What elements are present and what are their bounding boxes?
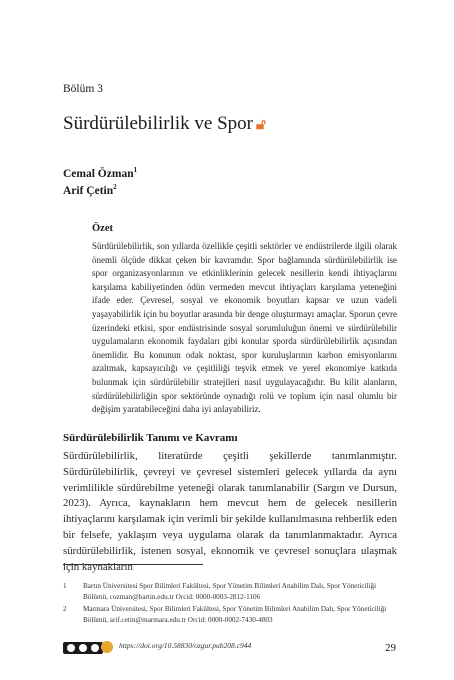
body-paragraph: Sürdürülebilirlik, literatürde çeşitli şekillerde tanımlanmıştır. Sürdürülebilirlik, çevreyi ve çevresel sistemleri gelecek yıllarda da aynı verimlilikle sürdürebilme yeteneği olarak tanımlanabilir (Sargın ve Dursun, 2023). Ayrıca, kaynakların hem mevcut hem de gelecek nesillerin ihtiyaçlarını karşılamak için verimli bir şekilde kullanılmasına rehberlik eden bir felsefe, yaklaşım veya uygulama olarak da tanımlanmaktadır. Ayrıca sürdürülebilirlik, istenen sosyal, ekonomik ve çevresel sonuçlara ulaşmak için kaynakların (63, 450, 397, 573)
footnote-1 (63, 581, 397, 602)
author-name: Arif Çetin (63, 185, 114, 197)
author-affiliation-mark: 1 (133, 166, 138, 174)
cc-license-icon (63, 641, 103, 654)
open-access-icon (101, 641, 113, 653)
footnote-number: 2 (63, 605, 67, 613)
footnote-text: Marmara Üniversitesi, Spor Bilimleri Fakültesi, Spor Yönetim Bilimleri Anabilim Dalı, Spor Yöneticiliği Bölümü, arif.cetin@marmara.edu.tr Orcid: 0000-0002-7430-4803 (83, 605, 387, 624)
footnote-number: 1 (63, 582, 67, 590)
abstract-text: Sürdürülebilirlik, son yıllarda özellikle çeşitli sektörler ve endüstrilerde ilgili olarak önemli ölçüde dikkat çeken bir kavramdır. Spor bağlamında sürdürülebilirlik ise spor organizasyonlarının ve etkinliklerinin gelecek nesillerin kendi ihtiyaçlarını karşılama kabiliyetinden ödün vermeden mevcut ihtiyaçları karşılama yeteneğini ifade eder. Çevresel, sosyal ve ekonomik boyutları kapsar ve uzun vadeli yaşayabilirlik için bu boyutlar arasında bir denge oluşturmayı amaçlar. Sporun çevre üzerindeki etkisi, spor endüstrisinde sosyal sorumluluğun önemi ve sürdürülebilir uygulamaların ekonomik faydaları gibi konular sporda sürdürülebilirlik açısından önemlidir. Bu konunun odak noktası, spor kuruluşlarının karbon emisyonlarını azaltmak, kapsayıcılığı ve çeşitliliği teşvik etmek ve yerel ekonomiye katkıda bulunmak için sürdürülebilir stratejileri nasıl uygulayacağıdır. Bu kilit alanların, sürdürülebilirliğin spor sektöründe oynadığı rolü ve toplum için nasıl olumlu bir değişim yaratabileceğini daha iyi anlayabiliriz. (92, 241, 397, 415)
chapter-title (63, 113, 266, 135)
author-2 (63, 183, 117, 197)
author-affiliation-mark: 2 (113, 183, 117, 191)
footnote-divider (63, 564, 203, 565)
chapter-label: Bölüm 3 (63, 83, 103, 95)
section-heading: Sürdürülebilirlik Tanımı ve Kavramı (63, 432, 238, 444)
open-access-icon: 🔓︎ (255, 115, 266, 133)
author-1 (63, 166, 137, 180)
footnote-2 (63, 604, 397, 625)
author-name: Cemal Özman (63, 168, 134, 180)
page-number: 29 (385, 642, 396, 654)
title-text: Sürdürülebilirlik ve Spor (63, 113, 253, 134)
abstract-heading: Özet (92, 223, 113, 234)
doi-link[interactable]: https://doi.org/10.58830/ozgur.pub208.c944 (119, 641, 252, 650)
footnote-text: Bartın Üniversitesi Spor Bilimleri Fakültesi, Spor Yönetim Bilimleri Anabilim Dalı, Spor Yöneticiliği Bölümü, cozman@bartin.edu.tr Orcid: 0000-0003-2812-1106 (83, 582, 377, 601)
